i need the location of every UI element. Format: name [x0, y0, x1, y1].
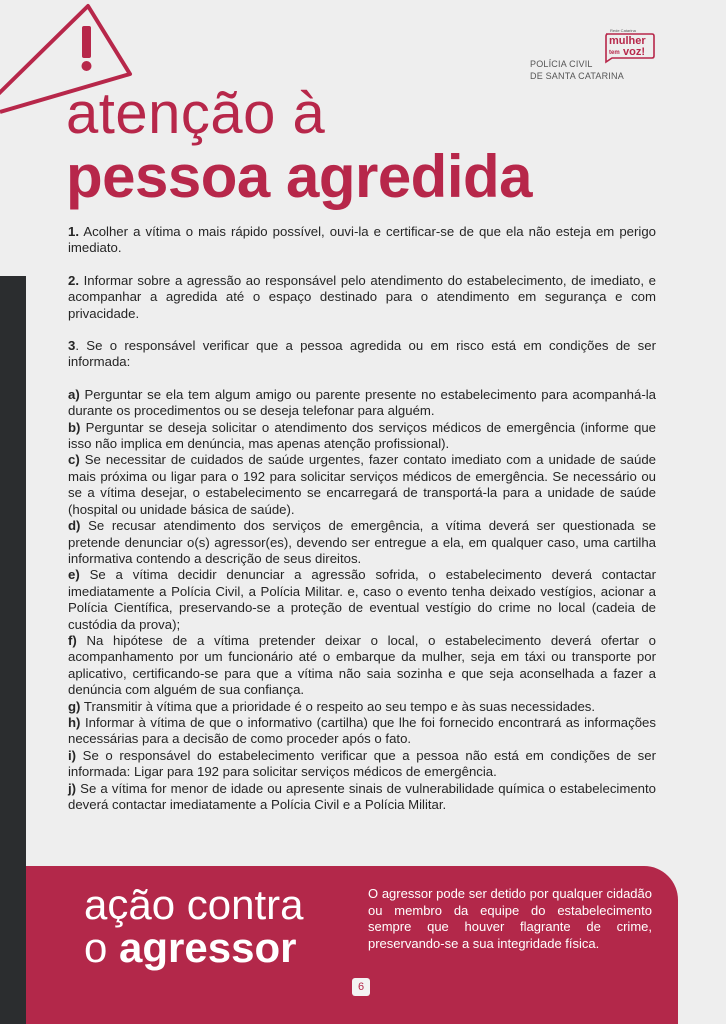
sub-item-g	[68, 699, 656, 715]
sub-item-label: e)	[68, 567, 80, 583]
sub-item-text: Se a vítima for menor de idade ou apresente sinais de vulnerabilidade química o estabelecimento deverá contactar imediatamente a Polícia Civil e a Polícia Militar.	[68, 780, 656, 812]
sub-item-text: Transmitir à vítima que a prioridade é o respeito ao seu tempo e às suas necessidades.	[80, 698, 596, 714]
page-title-line-1: atenção à	[66, 81, 326, 146]
item-3	[68, 338, 656, 371]
sub-item-text: Se a vítima decidir denunciar a agressão sofrida, o estabelecimento deverá contactar imediatamente a Polícia Civil, a Polícia Militar. e, caso o evento tenha deixado vestígios, acionar a Polícia Científica, preservando-se a proteção de eventual vestígio do crime no local (cadeia de custódia da prova);	[68, 567, 656, 632]
sub-item-d	[68, 518, 656, 567]
sub-item-j	[68, 781, 656, 814]
item-number: 2.	[68, 272, 79, 288]
sub-item-e	[68, 567, 656, 633]
sub-item-label: h)	[68, 714, 81, 730]
item-number: 3	[68, 338, 76, 354]
sub-item-text: Se recusar atendimento dos serviços de emergência, a vítima deverá ser questionada se pretende denunciar o(s) agressor(es), devendo ser entregue a ela, em qualquer caso, uma cartilha informativa contendo a descrição de seus direitos.	[68, 518, 656, 566]
sub-item-h	[68, 715, 656, 748]
item-2	[68, 273, 656, 322]
brand-word-2: tem	[609, 50, 620, 56]
sub-item-label: i)	[68, 747, 77, 763]
sub-item-a	[68, 387, 656, 420]
organization-name	[530, 58, 660, 82]
sub-item-b	[68, 420, 656, 453]
sub-item-label: b)	[68, 419, 81, 435]
sub-item-text: Se o responsável do estabelecimento verificar que a pessoa não está em condições de ser informada: Ligar para 192 para solicitar serviços médicos de emergência.	[68, 747, 656, 780]
brand-small-text: Rede Catarina	[610, 28, 636, 33]
action-text: O agressor pode ser detido por qualquer cidadão ou membro da equipe do estabelecimento sempre que houver flagrante de crime, preservando-se a sua integridade física.	[368, 886, 652, 951]
sub-item-i	[68, 748, 656, 781]
item-text: Informar sobre a agressão ao responsável pelo atendimento do estabelecimento, de imediato, e acompanhar a agredida até o espaço destinado para o atendimento em segurança e com privacidade.	[68, 272, 656, 321]
item-1	[68, 224, 656, 257]
sub-item-text: Perguntar se deseja solicitar o atendimento dos serviços médicos de emergência (informe que isso não implica em denúncia, mas apenas atenção profissional).	[68, 419, 656, 452]
action-title-line-1: ação contra	[84, 881, 304, 928]
sub-item-label: f)	[68, 632, 77, 648]
item-text: Acolher a vítima o mais rápido possível, ouvi-la e certificar-se de que ela não esteja em perigo imediato.	[68, 224, 656, 256]
sub-item-text: Na hipótese de a vítima pretender deixar o local, o estabelecimento deverá ofertar o acompanhamento por um funcionário até o embarque da mulher, seja em táxi ou transporte por aplicativo, certificando-se para que a vítima não saia sozinha e que seja aconselhada a fazer a denúncia com alguém de sua confiança.	[68, 632, 656, 698]
sub-item-label: a)	[68, 386, 80, 402]
sub-item-label: g)	[68, 698, 81, 714]
page-number: 6	[352, 978, 370, 996]
action-title-prefix: o	[84, 924, 120, 971]
instructions	[68, 224, 656, 813]
sub-item-label: d)	[68, 518, 81, 534]
sub-item-text: Informar à vítima de que o informativo (cartilha) que lhe foi fornecido encontrará as informações necessárias para a decisão de como proceder após o fato.	[68, 714, 656, 747]
brand-word-3: voz!	[623, 46, 645, 58]
org-line-1: POLÍCIA CIVIL	[530, 59, 593, 69]
sub-item-text: Se necessitar de cuidados de saúde urgentes, fazer contato imediato com a unidade de saúde mais próxima ou ligar para o 192 para solicitar serviços médicos de emergência. Se necessário ou se a vítima desejar, o estabelecimento se encarregará de transportá-la para a unidade de saúde (hospital ou unidade básica de saúde).	[68, 452, 656, 517]
item-number: 1.	[68, 224, 79, 239]
org-line-2: DE SANTA CATARINA	[530, 71, 624, 81]
page-title-line-2: pessoa agredida	[66, 143, 533, 210]
sub-item-text: Perguntar se ela tem algum amigo ou parente presente no estabelecimento para acompanhá-la durante os procedimentos ou se deseja telefonar para alguém.	[68, 386, 656, 419]
sub-item-label: j)	[68, 780, 77, 796]
action-title-bold: agressor	[119, 924, 297, 971]
action-title-line-2	[84, 924, 296, 972]
item-text: . Se o responsável verificar que a pessoa agredida ou em risco está em condições de ser informada:	[68, 338, 656, 370]
sub-item-label: c)	[68, 452, 80, 468]
side-strip	[0, 276, 26, 1024]
sub-item-c	[68, 452, 656, 518]
brand-word-1: mulher	[609, 35, 646, 47]
sub-item-f	[68, 633, 656, 699]
